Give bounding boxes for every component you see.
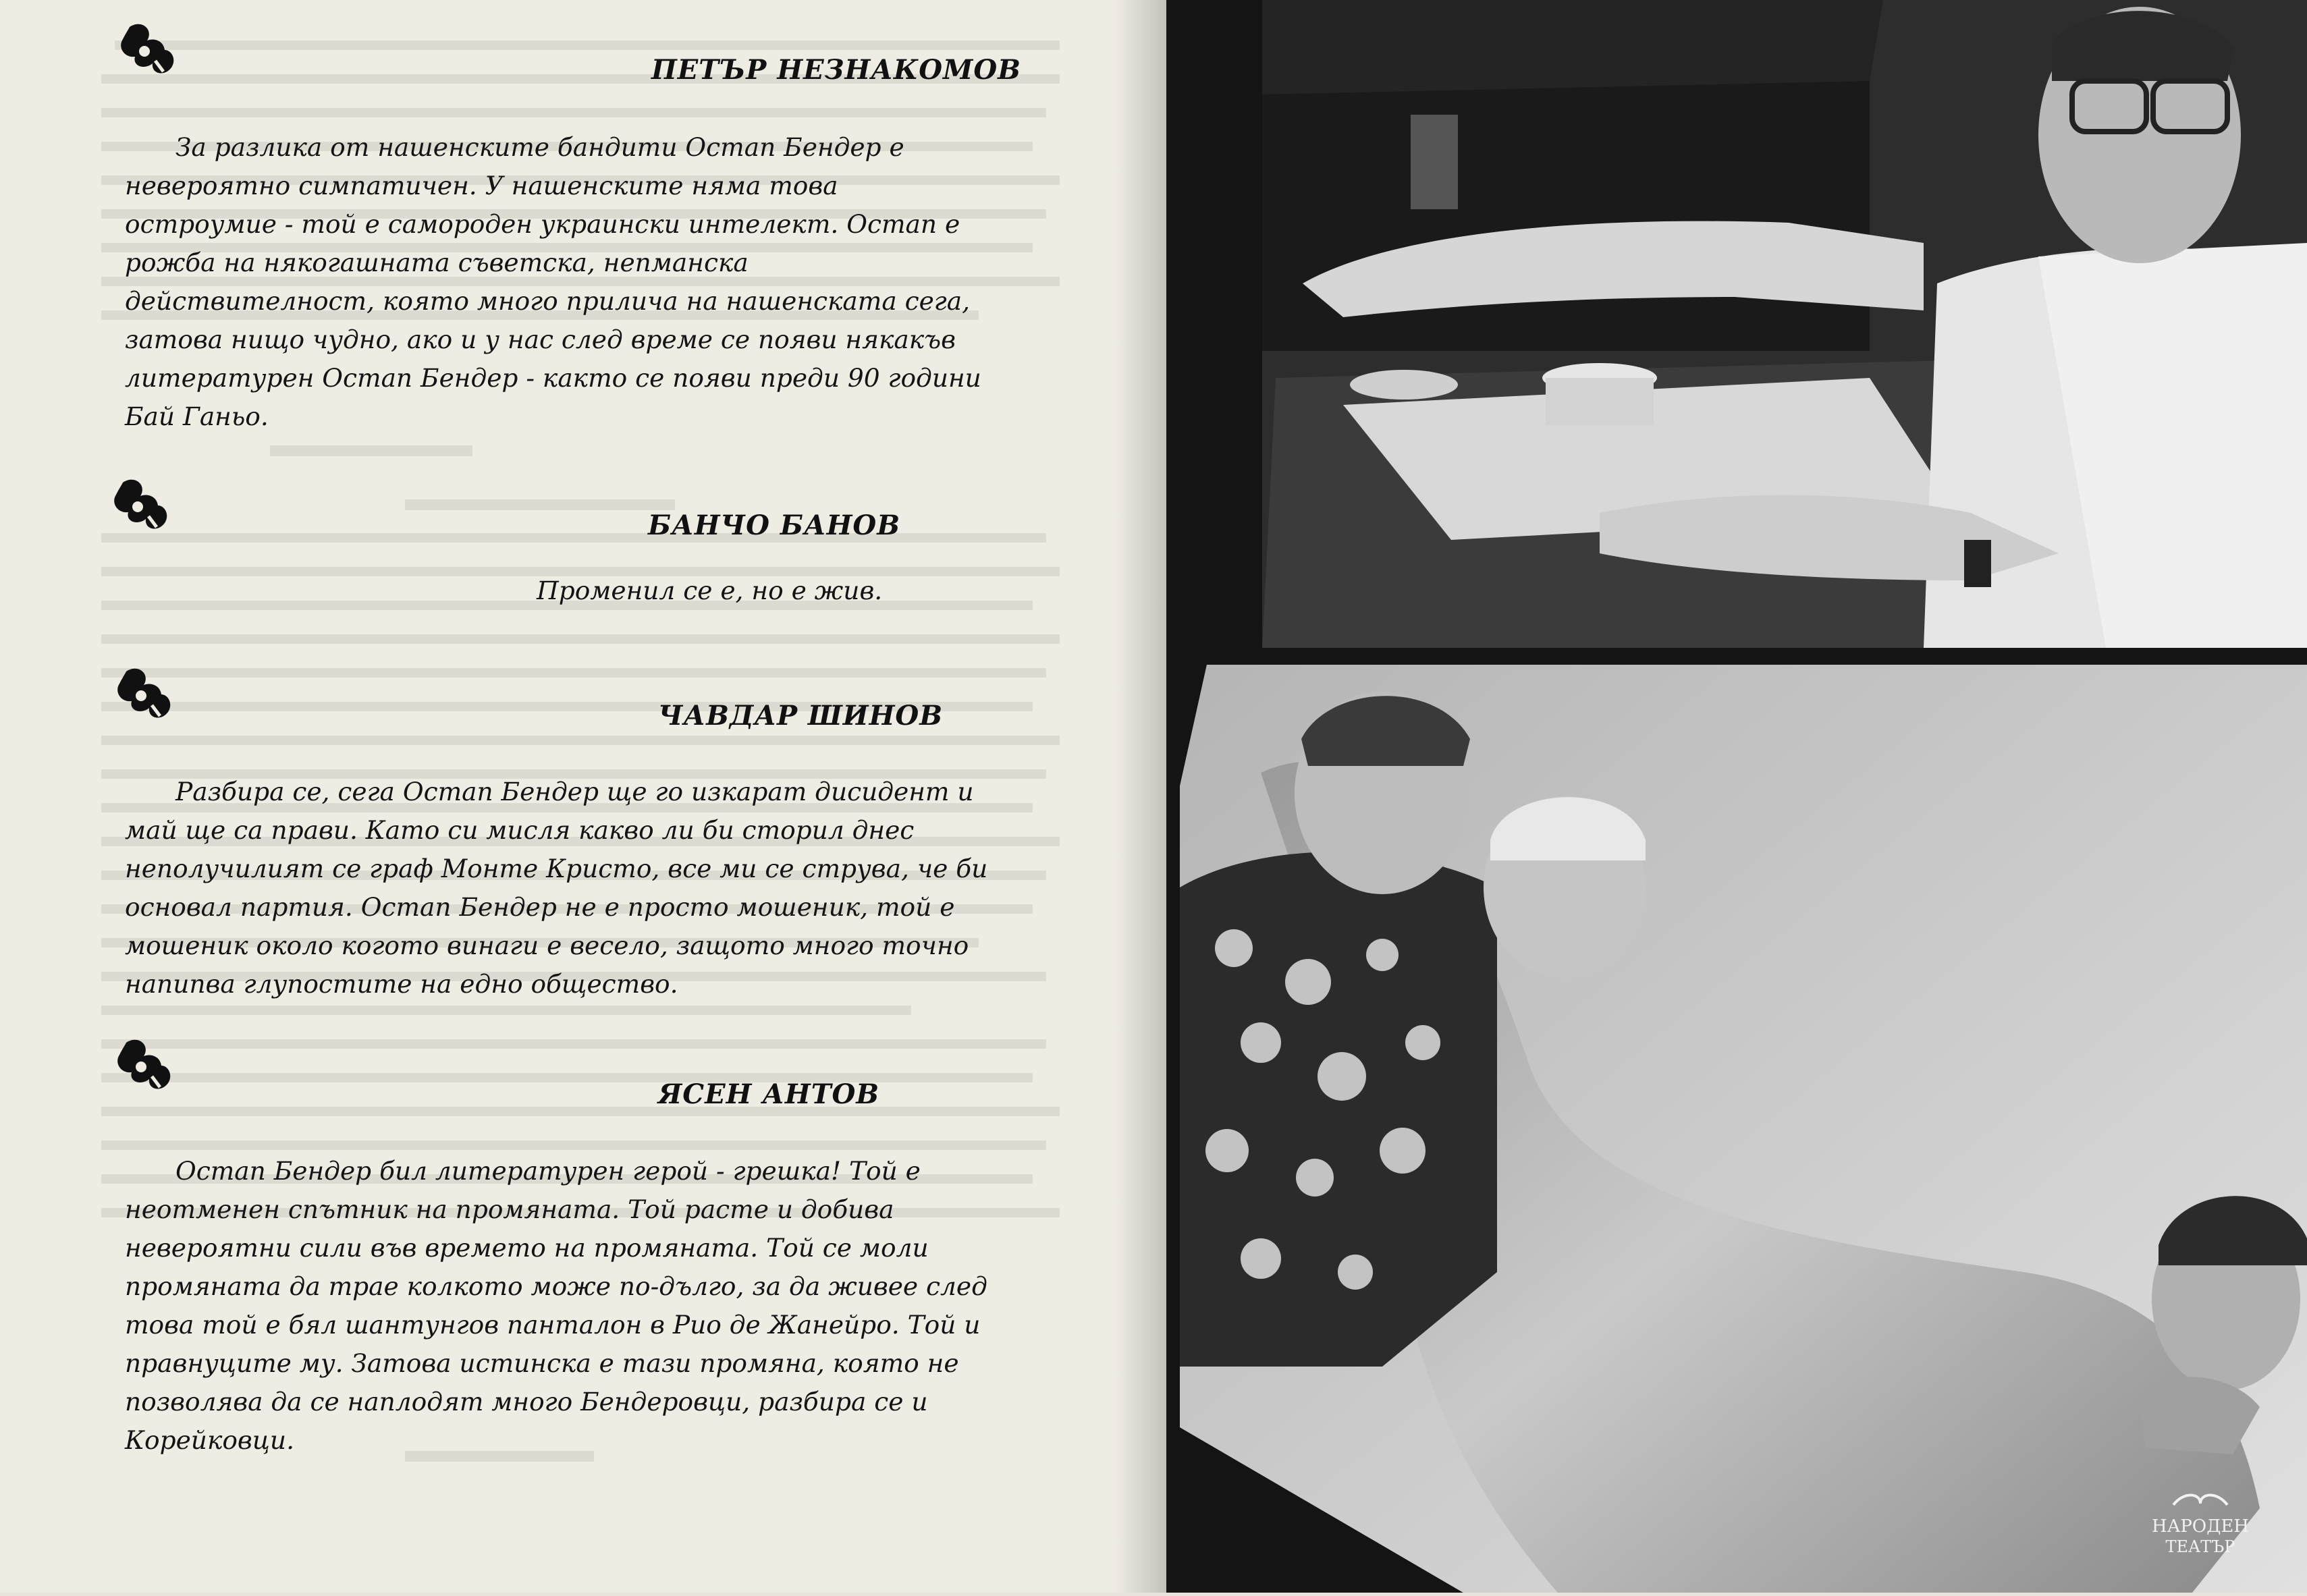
text-line: Разбира се, сега Остап Бендер ще го изкарат дисидент и — [175, 777, 974, 806]
ornament-2 — [108, 476, 172, 536]
text-line: напипва глупостите на едно общество. — [125, 969, 678, 999]
text-line: мошеник около когото винаги е весело, защото много точно — [125, 931, 969, 960]
ornament-4 — [111, 1036, 175, 1097]
text-line: основал партия. Остап Бендер не е просто мошеник, той е — [125, 892, 955, 922]
ornament-3 — [111, 665, 175, 725]
photo-actors-under-cloth — [1180, 665, 2307, 1593]
section-4-text — [125, 1152, 1104, 1460]
section-3-text — [125, 773, 1104, 1003]
text-line: правнуците му. Затова истинска е тази промяна, която не — [125, 1348, 959, 1378]
text-line: действителност, която много прилича на нашенската сега, — [125, 286, 971, 316]
section-1-text — [125, 128, 1104, 436]
photo-director-at-table — [1262, 0, 2307, 648]
section-2-author: БАНЧО БАНОВ — [648, 510, 901, 541]
text-line: литературен Остап Бендер - както се появи преди 90 години — [125, 363, 981, 393]
text-line: остроумие - той е самороден украински интелект. Остап е — [125, 209, 960, 239]
text-line: невероятно симпатичен. У нашенските няма това — [125, 171, 838, 200]
text-line: За разлика от нашенските бандити Остап Бендер е — [175, 132, 904, 162]
text-line: Бай Ганьо. — [125, 402, 269, 431]
text-line: промяната да трае колкото може по-дълго, за да живее след — [125, 1271, 987, 1301]
text-line: рожба на някогашната съветска, непманска — [125, 248, 749, 277]
text-line: Остап Бендер бил литературен герой - грешка! Той е — [175, 1156, 921, 1186]
text-line: неотменен спътник на промяната. Той расте и добива — [125, 1194, 894, 1224]
section-4-author: ЯСЕН АНТОВ — [658, 1078, 880, 1110]
text-line: неполучилият се граф Монте Кристо, все ми се струва, че би — [125, 854, 988, 883]
text-line: май ще са прави. Като си мисля какво ли би сторил днес — [125, 815, 915, 845]
ornament-1 — [115, 20, 179, 81]
logo-line-1: НАРОДЕН — [2152, 1516, 2249, 1537]
text-line: затова нищо чудно, ако и у нас след време се появи някакъв — [125, 325, 956, 354]
section-3-author: ЧАВДАР ШИНОВ — [658, 700, 944, 732]
logo-line-2: ТЕАТЪР — [2165, 1537, 2235, 1556]
text-line: това той е бял шантунгов панталон в Рио де Жанейро. Той и — [125, 1310, 981, 1340]
national-theatre-logo — [2152, 1485, 2249, 1566]
page-fold-shadow — [1114, 0, 1166, 1593]
section-1-author: ПЕТЪР НЕЗНАКОМОВ — [651, 54, 1021, 86]
text-line: позволява да се наплодят много Бендеровци, разбира се и — [125, 1387, 928, 1416]
text-line: Корейковци. — [125, 1425, 294, 1455]
text-line: невероятни сили във времето на промяната. Той се моли — [125, 1233, 929, 1263]
section-2-quote: Променил се е, но е жив. — [537, 576, 883, 605]
